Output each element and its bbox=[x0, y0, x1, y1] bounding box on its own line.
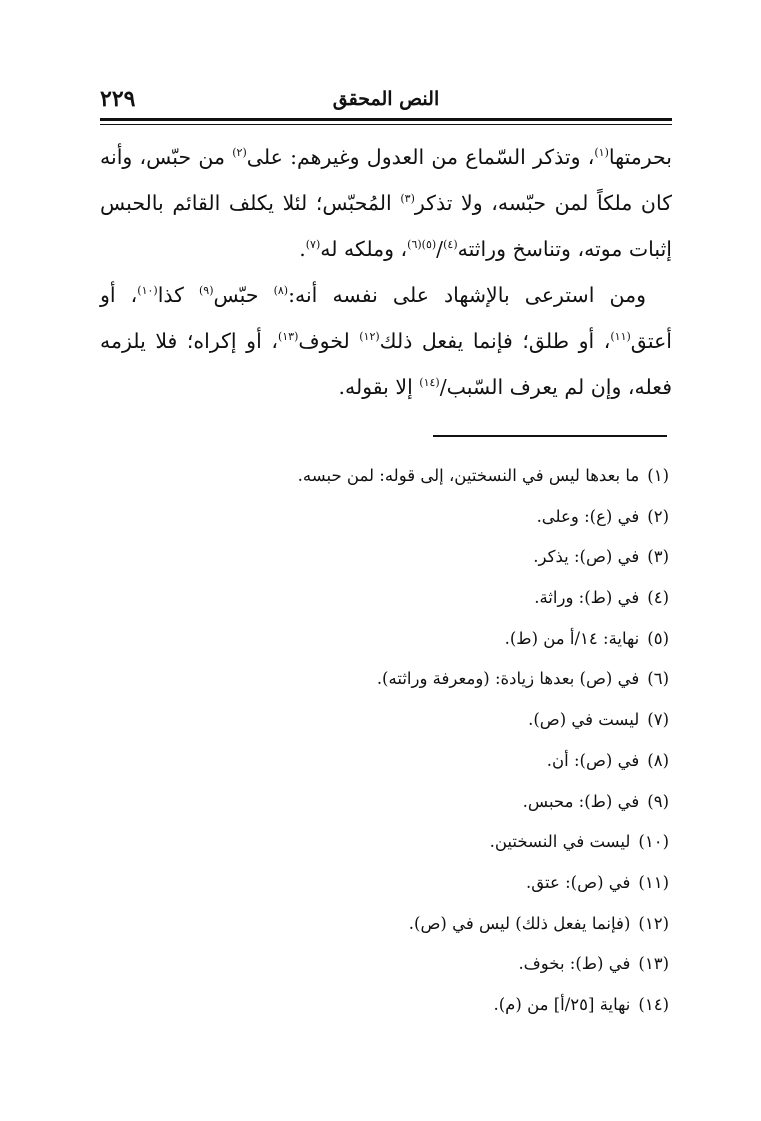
footnote-marker: (١٠) bbox=[137, 284, 158, 298]
footnote-marker: (٣) bbox=[400, 192, 415, 206]
footnote-marker: (١) bbox=[594, 146, 609, 160]
text-segment: إلا بقوله. bbox=[338, 375, 420, 399]
footnote bbox=[209, 822, 669, 863]
text-segment: ، أو أعتق bbox=[100, 283, 672, 353]
footnote-number: (١٤) bbox=[638, 994, 669, 1014]
footnote-text: في (ط): محبس. bbox=[522, 791, 640, 811]
footnote-marker: (٧) bbox=[305, 238, 321, 252]
footnote-number: (١٢) bbox=[638, 913, 669, 933]
main-text bbox=[100, 134, 672, 410]
footnote bbox=[209, 619, 669, 660]
footnote-number: (١٠) bbox=[638, 832, 669, 852]
paragraph-2 bbox=[100, 272, 672, 410]
footnote-marker: (٨) bbox=[273, 284, 289, 298]
text-segment: ، أو إكراه؛ فلا يلزمه فعله، وإن لم يعرف السّبب/ bbox=[100, 329, 672, 399]
text-segment: ، وملكه له bbox=[320, 237, 408, 261]
footnote-text: في (ص): عتق. bbox=[526, 872, 631, 892]
footnote-marker: (١١) bbox=[610, 330, 631, 344]
footnote-number: (٧) bbox=[647, 710, 669, 730]
footnote-number: (١) bbox=[647, 466, 669, 485]
text-segment: حبّس bbox=[213, 283, 274, 307]
footnote-marker: (١٤) bbox=[419, 376, 440, 390]
footnote-marker: (١٣) bbox=[277, 330, 299, 344]
text-segment: كذا bbox=[157, 283, 199, 307]
footnote bbox=[209, 497, 669, 538]
header-rule-thick bbox=[100, 118, 672, 121]
footnote bbox=[209, 904, 669, 945]
text-segment: ومن استرعى بالإشهاد على نفسه أنه: bbox=[288, 283, 646, 307]
footnotes bbox=[209, 456, 669, 1026]
footnote-number: (٤) bbox=[647, 588, 669, 608]
footnote-text: في (ص): يذكر. bbox=[533, 547, 640, 567]
footnote-marker: (٩) bbox=[198, 284, 214, 298]
text-segment: . bbox=[299, 237, 306, 261]
footnote-text: ليست في النسختين. bbox=[489, 832, 631, 852]
text-segment: من حبّس، وأنه كان ملكاً لمن حبّسه، ولا تذكر bbox=[100, 145, 672, 215]
footnote bbox=[209, 863, 669, 904]
footnote-text: في (ص) بعدها زيادة: (ومعرفة وراثته). bbox=[376, 669, 640, 689]
footnote-marker: (٤) bbox=[443, 238, 458, 252]
footnote bbox=[209, 537, 669, 578]
footnote-number: (٣) bbox=[647, 547, 669, 567]
footnote-number: (٢) bbox=[647, 506, 669, 526]
text-segment: ، وتذكر السّماع من العدول وغيرهم: على bbox=[246, 145, 595, 169]
footnote bbox=[209, 985, 669, 1026]
footnote-number: (٦) bbox=[647, 669, 669, 689]
footnote-text: في (ط): وراثة. bbox=[534, 588, 640, 608]
footnote-marker: (٢) bbox=[232, 146, 247, 160]
header-rule-thin bbox=[100, 124, 672, 125]
footnote-number: (٥) bbox=[647, 628, 669, 648]
footnote-marker: (٥) bbox=[421, 238, 437, 252]
text-segment: / bbox=[436, 237, 444, 261]
paragraph-1 bbox=[100, 134, 672, 272]
footnote-text: نهاية: ١٤/أ من (ط). bbox=[504, 628, 640, 648]
page-number: ٢٢٩ bbox=[100, 86, 136, 112]
running-title: النص المحقق bbox=[332, 88, 440, 110]
footnote-separator bbox=[433, 435, 667, 437]
footnote-marker: (١٢) bbox=[359, 330, 380, 344]
footnote bbox=[209, 700, 669, 741]
footnote bbox=[209, 782, 669, 823]
footnote-text: في (ط): بخوف. bbox=[518, 954, 631, 974]
text-segment: المُحبّس؛ لئلا يكلف القائم بالحبس إثبات موته، وتناسخ وراثته bbox=[100, 191, 672, 261]
footnote bbox=[209, 578, 669, 619]
text-segment: ، أو طلق؛ فإنما يفعل ذلك bbox=[379, 329, 611, 353]
footnote bbox=[209, 456, 669, 497]
footnote-number: (٨) bbox=[647, 750, 669, 770]
page-header bbox=[100, 86, 672, 116]
footnote-text: ما بعدها ليس في النسختين، إلى قوله: لمن حبسه. bbox=[297, 466, 640, 485]
footnote bbox=[209, 944, 669, 985]
footnote bbox=[209, 741, 669, 782]
footnote-text: نهاية [٢٥/أ] من (م). bbox=[493, 994, 631, 1014]
text-segment: لخوف bbox=[298, 329, 360, 353]
footnote-number: (١١) bbox=[638, 872, 669, 892]
footnote-marker: (٦) bbox=[407, 238, 422, 252]
footnote bbox=[209, 659, 669, 700]
footnote-text: في (ع): وعلى. bbox=[536, 506, 640, 526]
footnote-text: في (ص): أن. bbox=[546, 750, 640, 770]
footnote-text: (فإنما يفعل ذلك) ليس في (ص). bbox=[408, 913, 631, 933]
footnote-number: (٩) bbox=[647, 791, 669, 811]
text-segment: بحرمتها bbox=[608, 145, 672, 169]
footnote-number: (١٣) bbox=[638, 954, 669, 974]
footnote-text: ليست في (ص). bbox=[528, 710, 640, 730]
